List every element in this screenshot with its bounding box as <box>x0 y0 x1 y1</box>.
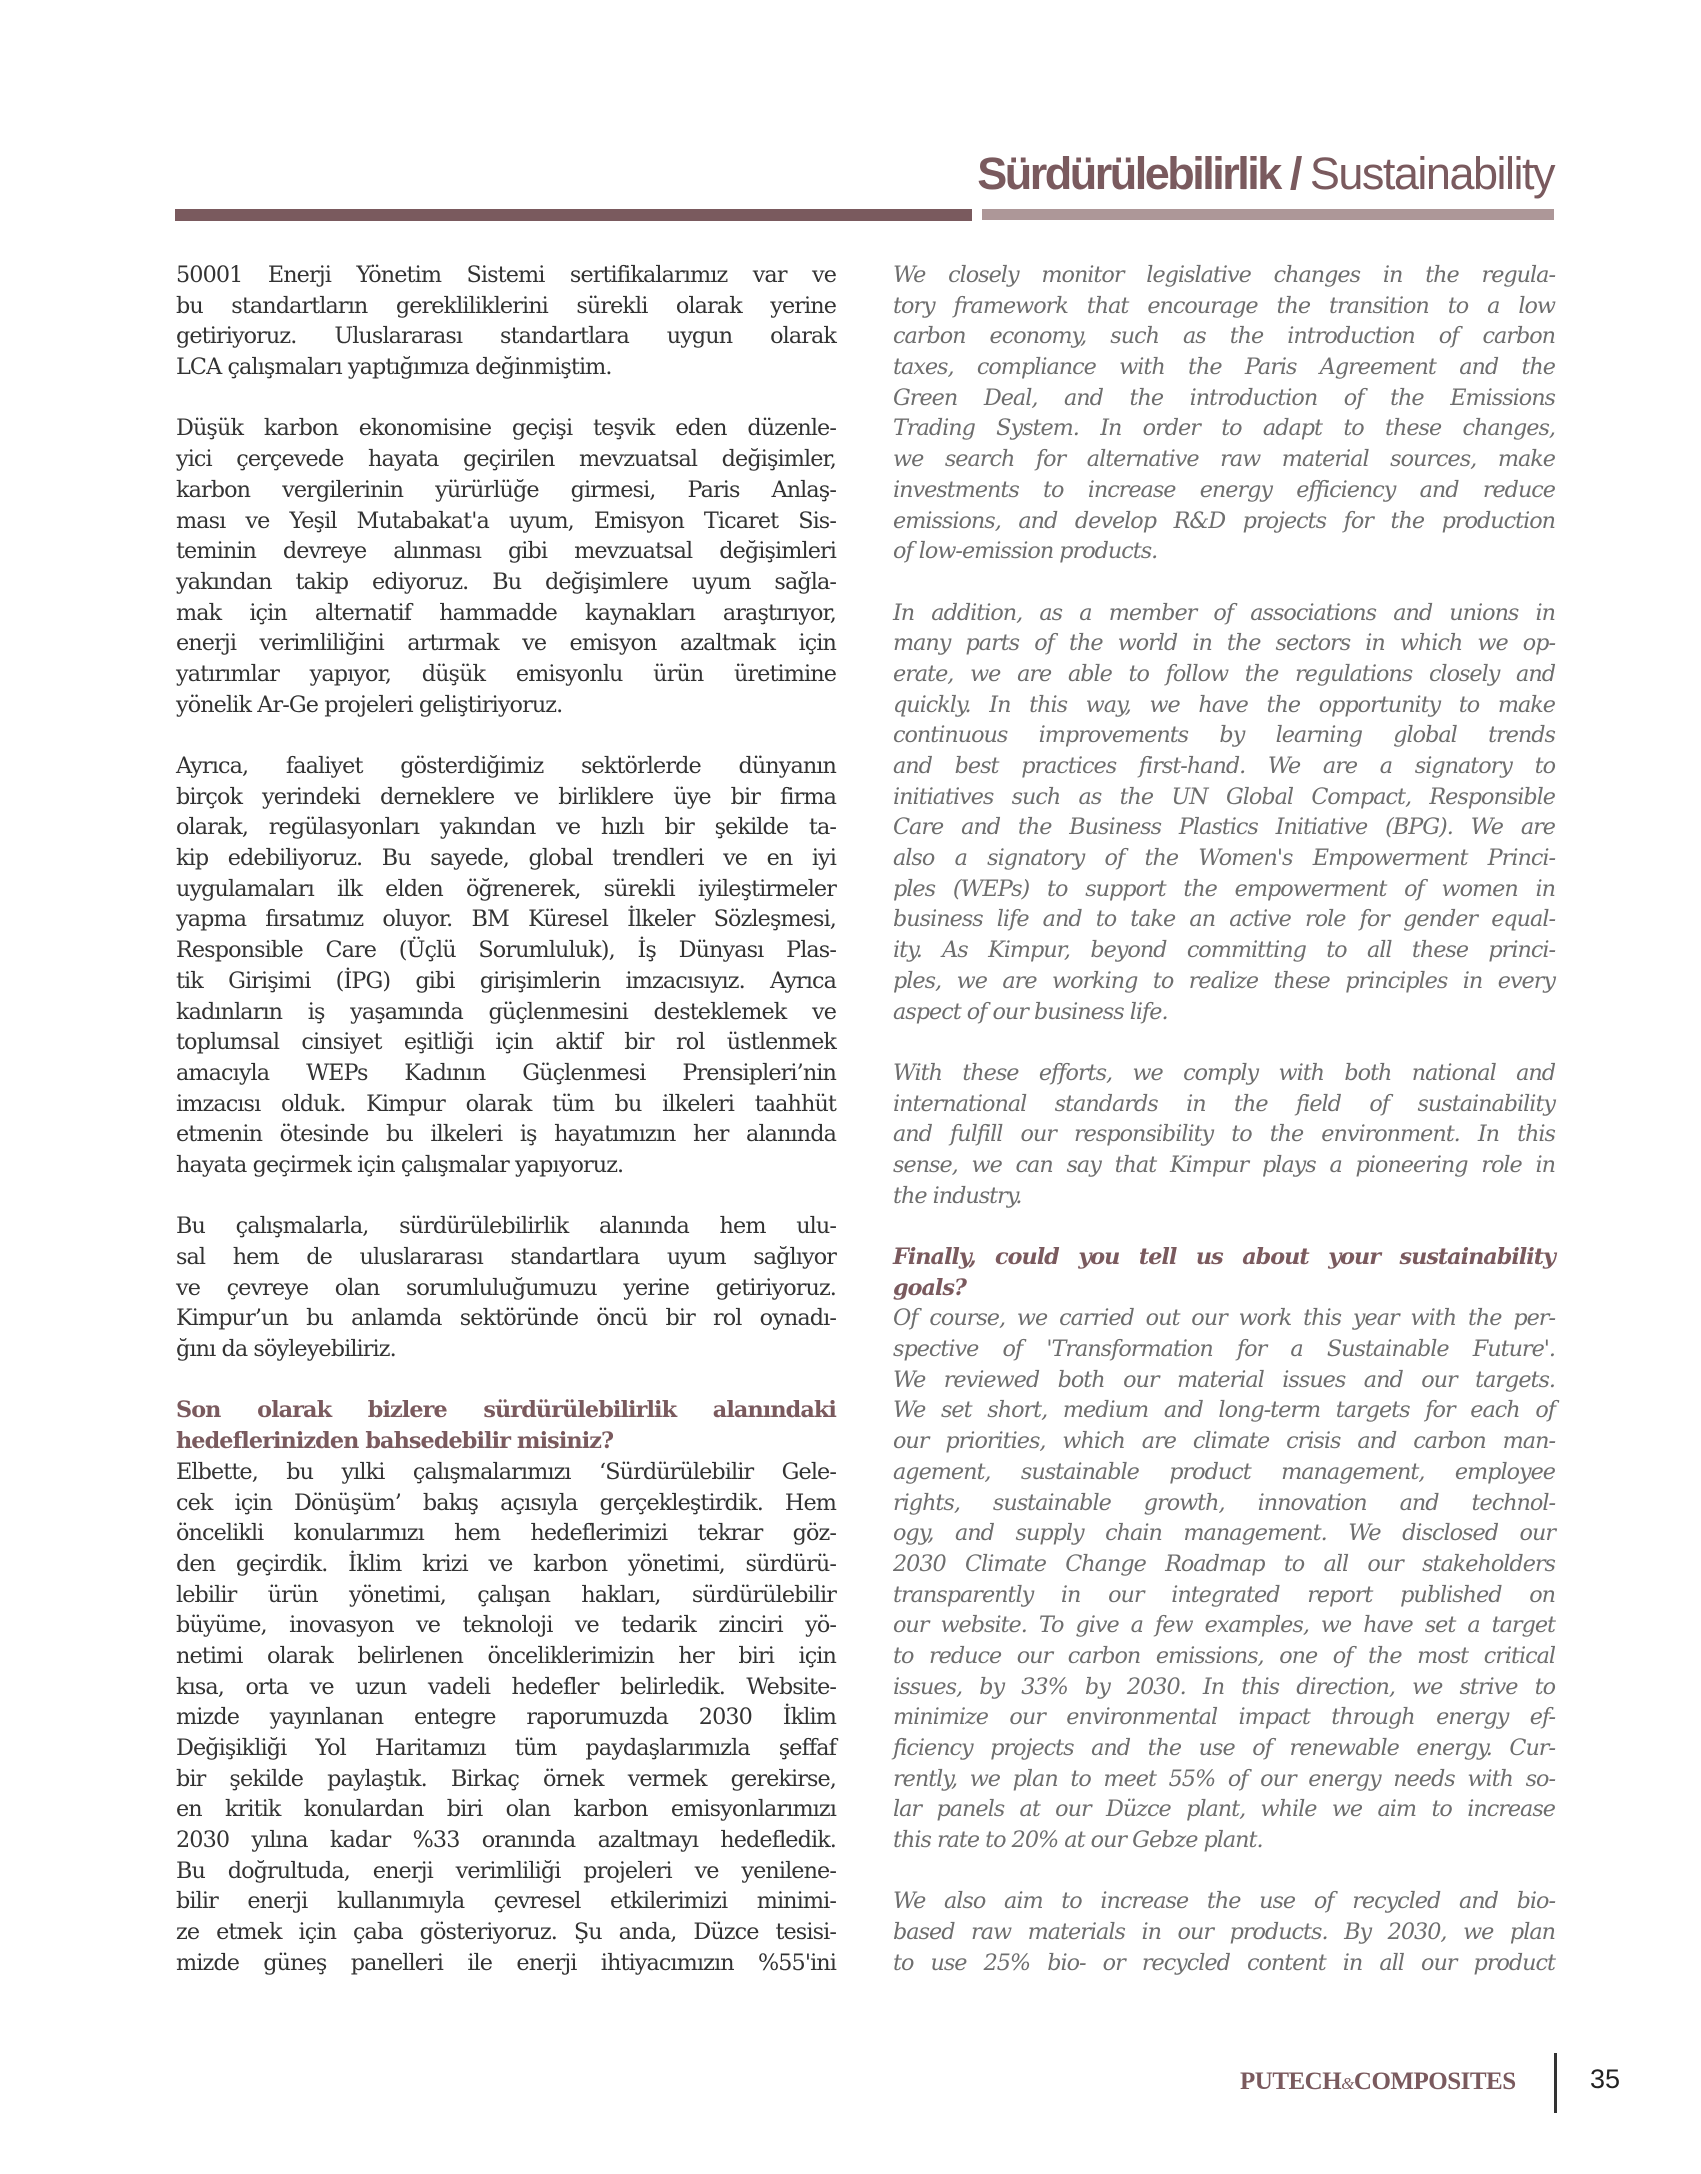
text-line: to reduce our carbon emissions, one of the most critical <box>893 1642 1555 1669</box>
paragraph <box>893 260 1555 567</box>
text-line: We closely monitor legislative changes in the regula- <box>893 262 1555 288</box>
paragraph-gap <box>893 1856 1555 1887</box>
text-line: our priorities, which are climate crisis and carbon man- <box>893 1428 1555 1455</box>
text-line: With these efforts, we comply with both national and <box>893 1059 1555 1086</box>
text-line: ples (WEPs) to support the empowerment of women in <box>893 875 1555 902</box>
text-line: Bu doğrultuda, enerji verimliliği projeleri ve yenilene- <box>176 1857 836 1884</box>
text-line: aspect of our business life. <box>893 998 1168 1025</box>
paragraph-gap <box>893 1211 1555 1242</box>
text-line: lebilir ürün yönetimi, çalışan hakları, sürdürülebilir <box>176 1581 836 1608</box>
text-line: mizde yayınlanan entegre raporumuzda 2030 İklim <box>176 1704 836 1731</box>
text-line: ficiency projects and the use of renewable energy. Cur- <box>893 1735 1555 1761</box>
text-line: ples, we are working to realize these principles in every <box>893 967 1555 994</box>
text-line: 2030 Climate Change Roadmap to all our stakeholders <box>893 1550 1555 1577</box>
text-line: initiatives such as the UN Global Compact, Responsible <box>893 783 1555 810</box>
text-line: lar panels at our Düzce plant, while we aim to increase <box>893 1796 1555 1823</box>
text-line: tik Girişimi (İPG) gibi girişimlerin imzacısıyız. Ayrıca <box>176 967 836 994</box>
text-line: imzacısı olduk. Kimpur olarak tüm bu ilkeleri taahhüt <box>176 1090 836 1117</box>
text-line: transparently in our integrated report published on <box>893 1581 1555 1608</box>
text-line: Ayrıca, faaliyet gösterdiğimiz sektörlerde dünyanın <box>176 753 836 779</box>
text-line: getiriyoruz. Uluslararası standartlara uygun olarak <box>176 323 836 350</box>
paragraph <box>893 598 1555 1028</box>
paragraph <box>893 1886 1555 1978</box>
text-line: mizde güneş panelleri ile enerji ihtiyacımızın %55'ini <box>176 1949 836 1976</box>
text-line: yönelik Ar-Ge projeleri geliştiriyoruz. <box>176 691 563 718</box>
text-line: investments to increase energy efficiency and reduce <box>893 476 1555 503</box>
text-line: sal hem de uluslararası standartlara uyum sağlıyor <box>176 1244 836 1270</box>
text-line: Of course, we carried out our work this year with the per- <box>893 1305 1555 1332</box>
text-line: ogy, and supply chain management. We disclosed our <box>893 1520 1555 1547</box>
text-line: sense, we can say that Kimpur plays a pioneering role in <box>893 1151 1555 1178</box>
text-line: yatırımlar yapıyor, düşük emisyonlu ürün üretimine <box>176 660 836 687</box>
text-line: taxes, compliance with the Paris Agreement and the <box>893 354 1555 381</box>
paragraph <box>176 260 836 383</box>
text-line: minimize our environmental impact through energy ef- <box>893 1704 1555 1731</box>
text-line: spective of 'Transformation for a Sustainable Future'. <box>893 1336 1555 1363</box>
text-line: also a signatory of the Women's Empowerment Princi- <box>893 845 1555 872</box>
logo-ampersand: & <box>1341 2074 1354 2093</box>
text-line: netimi olarak belirlenen önceliklerimizin her biri için <box>176 1642 836 1669</box>
paragraph-gap <box>176 383 836 414</box>
right-column-english <box>893 260 1555 1979</box>
logo-putech: PUTECH <box>1240 2068 1342 2095</box>
text-line: In addition, as a member of associations and unions in <box>893 599 1555 626</box>
text-line: öncelikli konularımızı hem hedeflerimizi tekrar göz- <box>176 1520 836 1547</box>
text-line: bilir enerji kullanımıyla çevresel etkilerimizi minimi- <box>176 1888 836 1915</box>
paragraph <box>176 751 836 1181</box>
interview-question <box>893 1242 1555 1303</box>
text-line: uygulamaları ilk elden öğrenerek, sürekli iyileştirmeler <box>176 875 836 902</box>
page-number: 35 <box>1590 2064 1621 2094</box>
text-line: kısa, orta ve uzun vadeli hedefler belirledik. Website- <box>176 1673 836 1700</box>
text-line: quickly. In this way, we have the opportunity to make <box>893 691 1555 718</box>
text-line: toplumsal cinsiyet eşitliği için aktif bir rol üstlenmek <box>176 1029 836 1056</box>
footer-divider <box>1554 2053 1557 2113</box>
text-line: and fulfill our responsibility to the environment. In this <box>893 1121 1555 1148</box>
text-line: den geçirdik. İklim krizi ve karbon yönetimi, sürdürü- <box>176 1550 836 1577</box>
text-line: to use 25% bio- or recycled content in all our product <box>893 1949 1555 1976</box>
text-line: and best practices first-hand. We are a signatory to <box>893 753 1555 779</box>
text-line: erate, we are able to follow the regulations closely and <box>893 660 1555 687</box>
text-line: olarak, regülasyonları yakından ve hızlı bir şekilde ta- <box>176 814 836 841</box>
section-title-turkish: Sürdürülebilirlik <box>977 148 1280 199</box>
text-line: Bu çalışmalarla, sürdürülebilirlik alanında hem ulu- <box>176 1213 836 1240</box>
text-line: yapma fırsatımız oluyor. BM Küresel İlkeler Sözleşmesi, <box>176 906 836 933</box>
text-line: yici çerçevede hayata geçirilen mevzuatsal değişimler, <box>176 446 836 473</box>
text-line: amacıyla WEPs Kadının Güçlenmesi Prensipleri’nin <box>176 1059 836 1086</box>
text-line: ity. As Kimpur, beyond committing to all these princi- <box>893 937 1555 964</box>
paragraph <box>176 1457 836 1979</box>
text-line: hayata geçirmek için çalışmalar yapıyoruz. <box>176 1151 624 1178</box>
paragraph-gap <box>176 720 836 751</box>
text-line: Finally, could you tell us about your sustainability <box>893 1244 1555 1270</box>
paragraph <box>176 1211 836 1364</box>
text-line: kip edebiliyoruz. Bu sayede, global trendleri ve en iyi <box>176 845 836 872</box>
paragraph-gap <box>893 1027 1555 1058</box>
text-line: We also aim to increase the use of recycled and bio- <box>893 1888 1555 1915</box>
text-line: international standards in the field of sustainability <box>893 1090 1555 1117</box>
text-line: carbon economy, such as the introduction of carbon <box>893 323 1555 350</box>
text-line: mak için alternatif hammadde kaynakları araştırıyor, <box>176 599 836 626</box>
interview-question <box>176 1395 836 1456</box>
paragraph <box>893 1058 1555 1211</box>
text-line: Green Deal, and the introduction of the Emissions <box>893 384 1555 411</box>
text-line: We reviewed both our material issues and our targets. <box>893 1366 1555 1393</box>
text-line: many parts of the world in the sectors in which we op- <box>893 630 1555 657</box>
left-column-turkish <box>176 260 836 1979</box>
text-line: Elbette, bu yılki çalışmalarımızı ‘Sürdürülebilir Gele- <box>176 1458 836 1485</box>
text-line: goals? <box>893 1274 966 1301</box>
text-line: Trading System. In order to adapt to these changes, <box>893 415 1555 442</box>
logo-composites: COMPOSITES <box>1353 2068 1516 2095</box>
text-line: emissions, and develop R&D projects for the production <box>893 507 1555 534</box>
header-rule-dark <box>175 209 972 221</box>
paragraph-gap <box>176 1181 836 1212</box>
text-line: Son olarak bizlere sürdürülebilirlik alanındaki <box>176 1397 836 1424</box>
text-line: cek için Dönüşüm’ bakış açısıyla gerçekleştirdik. Hem <box>176 1489 836 1516</box>
text-line: kadınların iş yaşamında güçlenmesini desteklemek ve <box>176 998 836 1025</box>
text-line: Düşük karbon ekonomisine geçişi teşvik eden düzenle- <box>176 415 836 442</box>
text-line: ğını da söyleyebiliriz. <box>176 1336 396 1363</box>
text-line: Değişikliği Yol Haritamızı tüm paydaşlarımızla şeffaf <box>176 1735 836 1761</box>
paragraph-gap <box>893 567 1555 598</box>
text-line: our website. To give a few examples, we have set a target <box>893 1612 1555 1639</box>
paragraph-gap <box>176 1365 836 1396</box>
text-line: 50001 Enerji Yönetim Sistemi sertifikalarımız var ve <box>176 262 836 288</box>
text-line: based raw materials in our products. By 2030, we plan <box>893 1919 1555 1946</box>
text-line: Responsible Care (Üçlü Sorumluluk), İş Dünyası Plas- <box>176 937 836 964</box>
paragraph <box>176 413 836 720</box>
text-line: LCA çalışmaları yaptığımıza değinmiştim. <box>176 354 612 381</box>
text-line: hedeflerinizden bahsedebilir misiniz? <box>176 1428 614 1455</box>
text-line: We set short, medium and long-term targets for each of <box>893 1397 1555 1424</box>
text-line: the industry. <box>893 1182 1022 1209</box>
text-line: Care and the Business Plastics Initiative (BPG). We are <box>893 814 1555 841</box>
text-line: rently, we plan to meet 55% of our energy needs with so- <box>893 1765 1555 1792</box>
text-line: en kritik konulardan biri olan karbon emisyonlarımızı <box>176 1796 836 1823</box>
text-line: karbon vergilerinin yürürlüğe girmesi, Paris Anlaş- <box>176 476 836 503</box>
text-line: ması ve Yeşil Mutabakat'a uyum, Emisyon Ticaret Sis- <box>176 507 836 534</box>
text-line: büyüme, inovasyon ve teknoloji ve tedarik zinciri yö- <box>176 1612 836 1639</box>
section-title <box>977 148 1554 200</box>
text-line: continuous improvements by learning global trends <box>893 722 1555 749</box>
text-line: tory framework that encourage the transition to a low <box>893 292 1555 319</box>
text-line: enerji verimliliğini artırmak ve emisyon azaltmak için <box>176 630 836 657</box>
text-line: teminin devreye alınması gibi mevzuatsal değişimleri <box>176 538 836 565</box>
section-title-separator: / <box>1279 148 1310 199</box>
text-line: rights, sustainable growth, innovation and technol- <box>893 1489 1555 1516</box>
text-line: yakından takip ediyoruz. Bu değişimlere uyum sağla- <box>176 568 836 595</box>
text-line: etmenin ötesinde bu ilkeleri iş hayatımızın her alanında <box>176 1121 836 1148</box>
text-line: ve çevreye olan sorumluluğumuzu yerine getiriyoruz. <box>176 1274 836 1301</box>
paragraph <box>893 1303 1555 1855</box>
text-line: of low-emission products. <box>893 538 1158 565</box>
magazine-logo <box>1240 2068 1516 2096</box>
section-title-english: Sustainability <box>1309 148 1554 199</box>
header-rule-light <box>982 209 1554 220</box>
text-line: issues, by 33% by 2030. In this direction, we strive to <box>893 1673 1555 1700</box>
text-line: we search for alternative raw material sources, make <box>893 446 1555 473</box>
text-line: bir şekilde paylaştık. Birkaç örnek vermek gerekirse, <box>176 1765 836 1792</box>
text-line: agement, sustainable product management, employee <box>893 1458 1555 1485</box>
text-line: this rate to 20% at our Gebze plant. <box>893 1827 1263 1854</box>
text-line: ze etmek için çaba gösteriyoruz. Şu anda, Düzce tesisi- <box>176 1919 836 1946</box>
text-line: birçok yerindeki derneklere ve birliklere üye bir firma <box>176 783 836 810</box>
text-line: Kimpur’un bu anlamda sektöründe öncü bir rol oynadı- <box>176 1305 836 1332</box>
text-line: business life and to take an active role for gender equal- <box>893 906 1555 933</box>
text-line: 2030 yılına kadar %33 oranında azaltmayı hedefledik. <box>176 1827 836 1854</box>
text-line: bu standartların gerekliliklerini sürekli olarak yerine <box>176 292 836 319</box>
